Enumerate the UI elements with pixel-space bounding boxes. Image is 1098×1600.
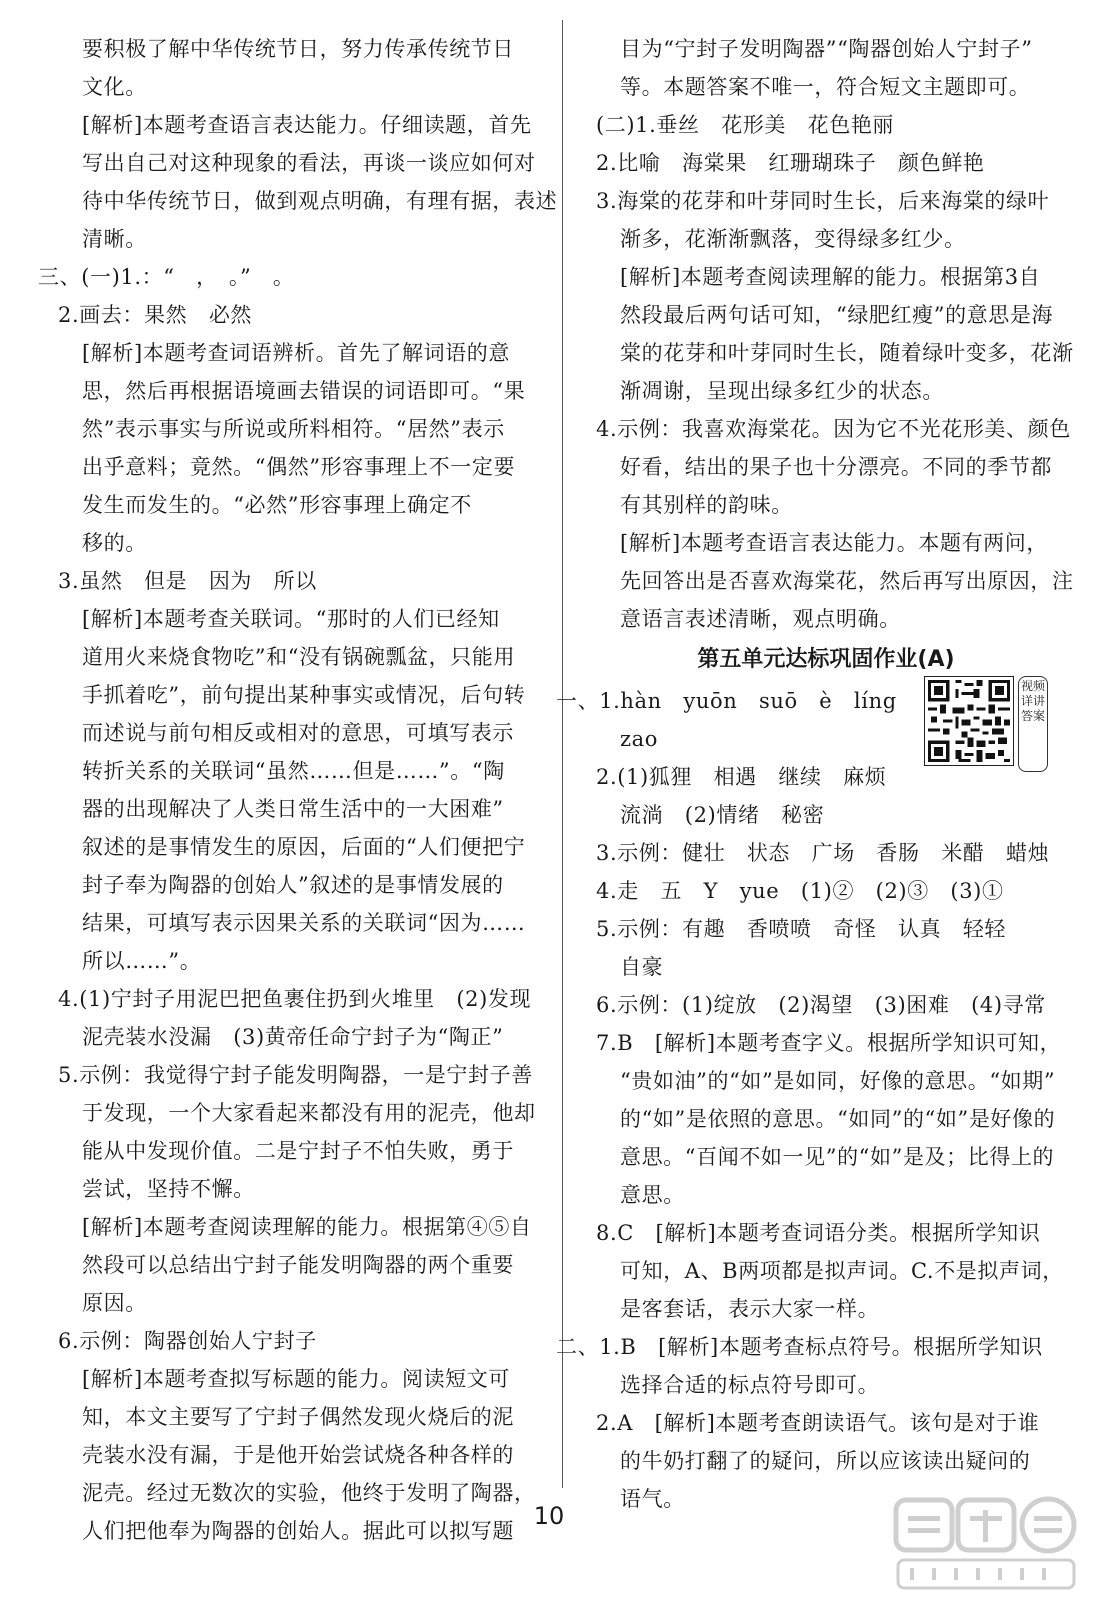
right-column-line: 有其别样的韵味。 <box>620 493 793 517</box>
right-column-line: 8.C [解析]本题考查词语分类。根据所学知识 <box>596 1221 1041 1245</box>
left-column-line: 叙述的是事情发生的原因，后面的“人们便把宁 <box>82 835 526 859</box>
left-column-line: 5.示例：我觉得宁封子能发明陶器，一是宁封子善 <box>58 1063 533 1087</box>
left-column-line: 2.画去：果然 必然 <box>58 303 253 327</box>
left-column-line: 发生而发生的。“必然”形容事理上确定不 <box>82 493 472 517</box>
right-column <box>556 30 1074 1518</box>
right-column-line: 6.示例：(1)绽放 (2)渴望 (3)困难 (4)寻常 <box>596 993 1046 1017</box>
left-column-line: 泥壳。经过无数次的实验，他终于发明了陶器， <box>82 1481 536 1505</box>
left-column-line: 器的出现解决了人类日常生活中的一大困难” <box>82 797 504 821</box>
right-column-line: 然段最后两句话可知，“绿肥红瘦”的意思是海 <box>620 303 1054 327</box>
left-column-line: 文化。 <box>82 75 147 99</box>
left-column-line: 转折关系的关联词“虽然……但是……”。“陶 <box>82 759 505 783</box>
right-column-line: 好看，结出的果子也十分漂亮。不同的季节都 <box>620 455 1052 479</box>
right-column-line: 一、1.hàn yuōn suō è líng <box>556 689 897 713</box>
qr-code-pattern <box>925 677 1013 765</box>
right-column-line: 二、1.B [解析]本题考查标点符号。根据所学知识 <box>556 1335 1043 1359</box>
right-column-line: [解析]本题考查语言表达能力。本题有两问， <box>620 531 1048 555</box>
right-column-line: 2.A [解析]本题考查朗读语气。该句是对于谁 <box>596 1411 1040 1435</box>
right-column-line: 先回答出是否喜欢海棠花，然后再写出原因，注 <box>620 569 1074 593</box>
left-column-line: [解析]本题考查关联词。“那时的人们已经知 <box>82 607 500 631</box>
right-column-line: [解析]本题考查阅读理解的能力。根据第3自 <box>620 265 1041 289</box>
left-column-line: 所以……”。 <box>82 949 202 973</box>
right-column-part-b <box>556 682 1064 1518</box>
left-column-line: 然”表示事实与所说或所料相符。“居然”表示 <box>82 417 505 441</box>
right-column-line: 语气。 <box>620 1487 685 1511</box>
left-column-line: 4.(1)宁封子用泥巴把鱼裹住扔到火堆里 (2)发现 <box>58 987 532 1011</box>
right-column-line: “贵如油”的“如”是如同，好像的意思。“如期” <box>620 1069 1056 1093</box>
watermark-logo-graphic <box>888 1494 1084 1594</box>
left-column-line: 出乎意料；竟然。“偶然”形容事理上不一定要 <box>82 455 516 479</box>
left-column-line: 3.虽然 但是 因为 所以 <box>58 569 317 593</box>
right-column-line: 自豪 <box>620 955 664 979</box>
right-column-line: zao <box>620 727 659 751</box>
right-column-line: 是客套话，表示大家一样。 <box>620 1297 880 1321</box>
right-column-line: 选择合适的标点符号即可。 <box>620 1373 880 1397</box>
right-column-line: 7.B [解析]本题考查字义。根据所学知识可知， <box>596 1031 1062 1055</box>
left-column-line: 能从中发现价值。二是宁封子不怕失败，勇于 <box>82 1139 514 1163</box>
right-column-line: 4.走 五 Y yue (1)② (2)③ (3)① <box>596 879 1004 903</box>
right-column-part-a <box>596 30 1074 638</box>
left-column-line: 待中华传统节日，做到观点明确，有理有据，表述 <box>82 189 558 213</box>
left-column-line: 移的。 <box>82 531 147 555</box>
left-column-line: 结果，可填写表示因果关系的关联词“因为…… <box>82 911 526 935</box>
right-column-line: 渐多，花渐渐飘落，变得绿多红少。 <box>620 227 966 251</box>
qr-code-icon[interactable] <box>924 676 1014 766</box>
left-column-line: 6.示例：陶器创始人宁封子 <box>58 1329 317 1353</box>
right-column-line: 3.示例：健壮 状态 广场 香肠 米醋 蜡烛 <box>596 841 1050 865</box>
right-column-line: 2.比喻 海棠果 红珊瑚珠子 颜色鲜艳 <box>596 151 985 175</box>
right-column-line: 意思。 <box>620 1183 685 1207</box>
left-column-line: 道用火来烧食物吃”和“没有锅碗瓢盆，只能用 <box>82 645 516 669</box>
left-column-line: [解析]本题考查拟写标题的能力。阅读短文可 <box>82 1367 510 1391</box>
right-column-line: 渐凋谢，呈现出绿多红少的状态。 <box>620 379 944 403</box>
right-column-line: 的牛奶打翻了的疑问，所以应该读出疑问的 <box>620 1449 1031 1473</box>
left-column-line: 泥壳装水没漏 (3)黄帝任命宁封子为“陶正” <box>82 1025 504 1049</box>
left-column-line: 壳装水没有漏，于是他开始尝试烧各种各样的 <box>82 1443 514 1467</box>
left-column-line: 要积极了解中华传统节日，努力传承传统节日 <box>82 37 514 61</box>
left-column-line: 写出自己对这种现象的看法，再谈一谈应如何对 <box>82 151 536 175</box>
left-column-line: [解析]本题考查语言表达能力。仔细读题，首先 <box>82 113 532 137</box>
right-column-line: 可知，A、B两项都是拟声词。C.不是拟声词， <box>620 1259 1064 1283</box>
left-column-line: 手抓着吃”，前句提出某种事实或情况，后句转 <box>82 683 526 707</box>
right-column-line: 4.示例：我喜欢海棠花。因为它不光花形美、颜色 <box>596 417 1071 441</box>
right-column-line: 3.海棠的花芽和叶芽同时生长，后来海棠的绿叶 <box>596 189 1050 213</box>
right-column-line: (二)1.垂丝 花形美 花色艳丽 <box>596 113 895 137</box>
right-column-line: 等。本题答案不唯一，符合短文主题即可。 <box>620 75 1031 99</box>
left-column-line: 于发现，一个大家看起来都没有用的泥壳，他却 <box>82 1101 536 1125</box>
right-column-line: 流淌 (2)情绪 秘密 <box>620 803 825 827</box>
left-column-line: 而述说与前句相反或相对的意思，可填写表示 <box>82 721 514 745</box>
right-column-line: 2.(1)狐狸 相遇 继续 麻烦 <box>596 765 887 789</box>
section-title: 第五单元达标巩固作业(A) <box>697 647 955 672</box>
right-column-line: 目为“宁封子发明陶器”“陶器创始人宁封子” <box>620 37 1033 61</box>
left-column-line: 清晰。 <box>82 227 147 251</box>
left-column-line: 人们把他奉为陶器的创始人。据此可以拟写题 <box>82 1519 514 1543</box>
left-column-line: [解析]本题考查阅读理解的能力。根据第④⑤自 <box>82 1215 532 1239</box>
left-column-line: 原因。 <box>82 1291 147 1315</box>
right-column-line: 棠的花芽和叶芽同时生长，随着绿叶变多，花渐 <box>620 341 1074 365</box>
left-column-line: 然段可以总结出宁封子能发明陶器的两个重要 <box>82 1253 514 1277</box>
left-column-line: 尝试，坚持不懈。 <box>82 1177 255 1201</box>
right-column-line: 5.示例：有趣 香喷喷 奇怪 认真 轻轻 <box>596 917 1007 941</box>
left-column-line: 封子奉为陶器的创始人”叙述的是事情发展的 <box>82 873 504 897</box>
left-column-line: 知，本文主要写了宁封子偶然发现火烧后的泥 <box>82 1405 514 1429</box>
left-column-line: 思，然后再根据语境画去错误的词语即可。“果 <box>82 379 526 403</box>
watermark-logo <box>888 1494 1084 1594</box>
right-column-line: 的“如”是依照的意思。“如同”的“如”是好像的 <box>620 1107 1056 1131</box>
column-divider <box>562 20 563 1488</box>
qr-side-label: 视频详讲答案 <box>1018 676 1048 772</box>
left-column-line: [解析]本题考查词语辨析。首先了解词语的意 <box>82 341 510 365</box>
page-number: 10 <box>533 1502 565 1530</box>
left-column-line: 三、(一)1.：“ ， 。” 。 <box>38 265 295 289</box>
right-column-line: 意思。“百闻不如一见”的“如”是及；比得上的 <box>620 1145 1055 1169</box>
right-column-line: 意语言表述清晰，观点明确。 <box>620 607 901 631</box>
